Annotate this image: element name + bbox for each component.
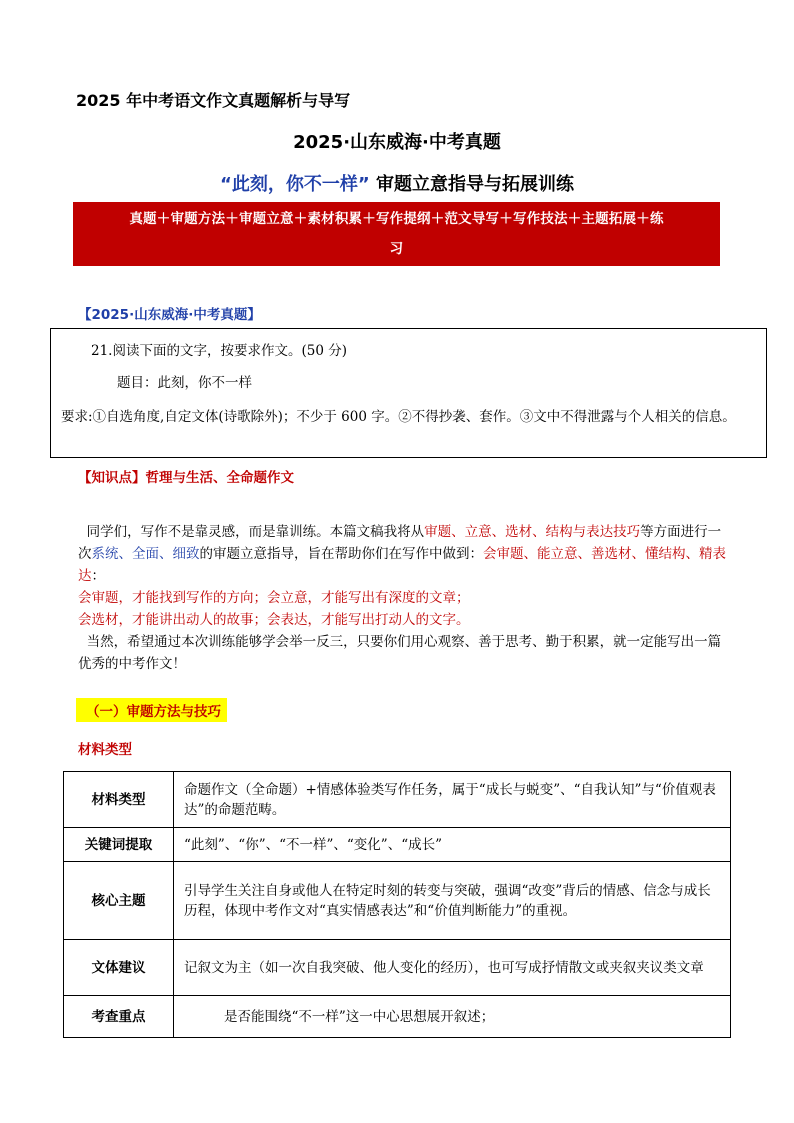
intro-p4-text: 当然，希望通过本次训练能够学会举一反三，只要你们用心观察、善于思考、勤于积累，就一定能写出一篇优秀的中考作文！ [78,634,722,672]
table-row [64,772,731,828]
table-key: 核心主题 [64,862,174,940]
section-heading: （一）审题方法与技巧 [76,698,227,722]
table-value [174,996,731,1038]
table-row [64,828,731,862]
table-key: 文体建议 [64,940,174,996]
intro-p1-text-e: 的审题立意指导，旨在帮助你们在写作中做到： [199,546,483,562]
intro-p1-text-g: ： [91,568,105,584]
intro-paragraph-4 [78,631,728,675]
exam-title: 2025·山东威海·中考真题 [293,132,501,153]
table-value: 记叙文为主（如一次自我突破、他人变化的经历），也可写成抒情散文或夹叙夹议类文章 [174,940,731,996]
table-value: 引导学生关注自身或他人在特定时刻的转变与突破，强调“改变”背后的情感、信念与成长历程，体现中考作文对“真实情感表达”和“价值判断能力”的重视。 [174,862,731,940]
intro-p1-highlight-d: 系统、全面、细致 [91,546,200,562]
intro-line-2: 会审题，才能找到写作的方向；会立意，才能写出有深度的文章； [78,590,470,606]
intro-p1-highlight-f: 会审题、能立意、善选材、懂结构、精表达 [78,546,726,584]
intro-paragraph-1 [78,521,728,587]
table-value-text: 是否能围绕“不一样”这一中心思想展开叙述； [224,1008,495,1025]
knowledge-point: 【知识点】哲理与生活、全命题作文 [78,470,294,486]
table-row [64,940,731,996]
table-value: 命题作文（全命题）+情感体验类写作任务，属于“成长与蜕变”、“自我认知”与“价值观表达”的命题范畴。 [174,772,731,828]
question-topic: 题目：此刻，你不一样 [117,375,252,391]
question-requirements: 要求:①自选角度,自定文体(诗歌除外)；不少于 600 字。②不得抄袭、套作。③文中不得泄露与个人相关的信息。 [61,409,736,425]
material-type-label: 材料类型 [78,742,132,758]
banner-line-1: 真题＋审题方法＋审题立意＋素材积累＋写作提纲＋范文导写＋写作技法＋主题拓展＋练 [129,211,664,227]
table-value: “此刻”、“你”、“不一样”、“变化”、“成长” [174,828,731,862]
question-box [50,328,767,458]
table-key: 考查重点 [64,996,174,1038]
document-title: 2025 年中考语文作文真题解析与导写 [76,91,351,110]
outline-banner [73,202,720,266]
table-key: 材料类型 [64,772,174,828]
table-key: 关键词提取 [64,828,174,862]
table-row [64,996,731,1038]
topic-title-rest: 审题立意指导与拓展训练 [375,174,574,195]
analysis-table [63,771,731,1038]
topic-title [0,170,794,196]
intro-p1-text-c: 等方面进行一次 [78,524,722,562]
table-row [64,862,731,940]
intro-line-3: 会选材，才能讲出动人的故事；会表达，才能写出打动人的文字。 [78,612,470,628]
topic-title-quoted: “此刻，你不一样” [220,174,370,195]
intro-text [78,521,728,675]
intro-p1-highlight-b: 审题、立意、选材、结构与表达技巧 [424,524,641,540]
intro-p1-text-a: 同学们，写作不是靠灵感，而是靠训练。本篇文稿我将从 [86,524,425,540]
question-prompt: 21.阅读下面的文字，按要求作文。(50 分) [91,343,347,359]
banner-line-2: 习 [389,241,404,257]
real-question-label: 【2025·山东威海·中考真题】 [78,307,261,323]
